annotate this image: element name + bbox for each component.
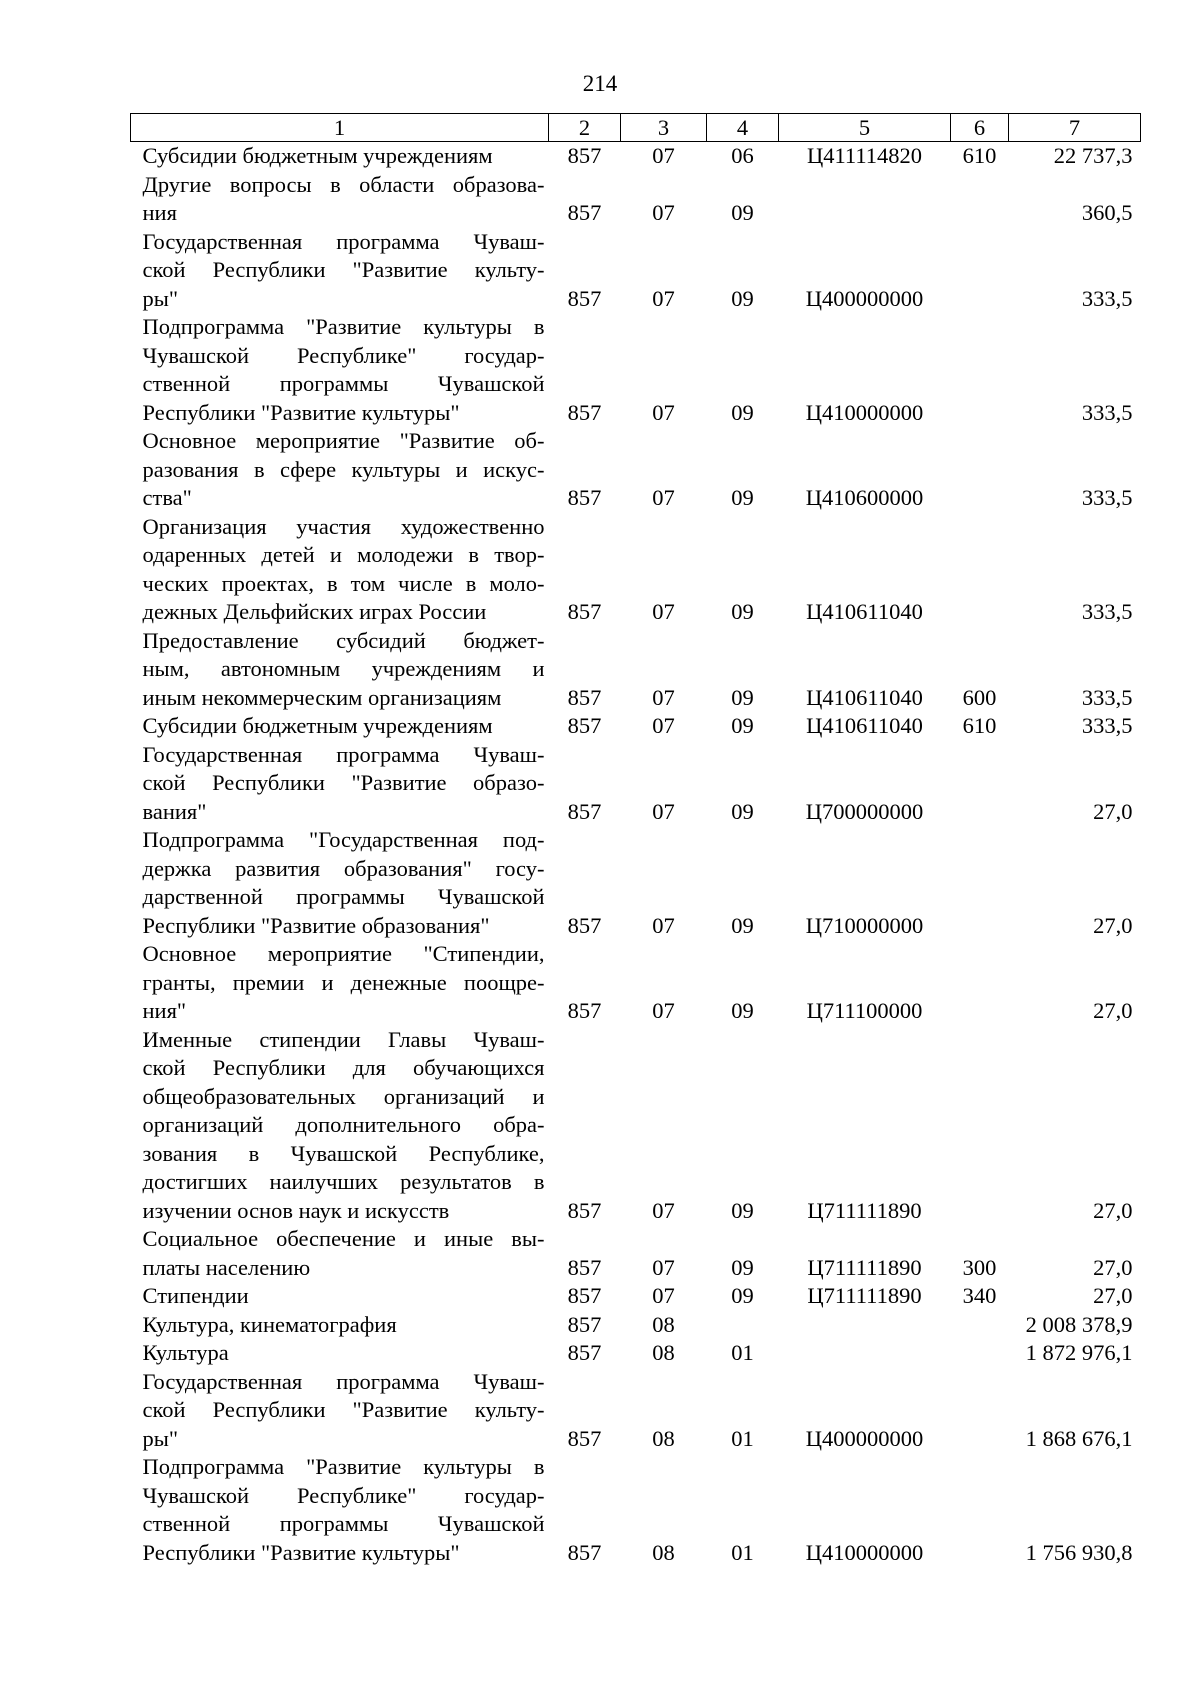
expense-type-code: 610 <box>962 713 997 738</box>
row-name-line: общеобразовательных организаций и <box>142 1083 545 1109</box>
expense-type-code <box>951 940 1009 1026</box>
table-row <box>131 826 1141 940</box>
row-name-line: Именные стипендии Главы Чуваш- <box>142 1026 545 1052</box>
row-name-line: Государственная программа Чуваш- <box>142 1368 545 1394</box>
expense-type-code: 300 <box>962 1254 997 1280</box>
ministry-code: 857 <box>567 1197 602 1223</box>
table-row <box>131 741 1141 827</box>
row-name <box>131 1368 549 1454</box>
section-code: 07 <box>652 798 675 824</box>
expense-type-code <box>951 313 1009 427</box>
row-name-line: вания" <box>142 798 207 824</box>
row-name-line: ства" <box>142 485 192 510</box>
row-name <box>131 228 549 314</box>
ministry-code: 857 <box>567 798 602 824</box>
expense-type-code: 340 <box>962 1283 997 1308</box>
ministry-code: 857 <box>567 1283 602 1308</box>
subsection-code <box>707 1311 779 1340</box>
table-row <box>131 1339 1141 1368</box>
row-name <box>131 627 549 713</box>
row-name-line: Основное мероприятие "Развитие об- <box>142 428 545 453</box>
amount: 360,5 <box>1081 200 1133 225</box>
target-article-code: Ц711100000 <box>806 998 923 1023</box>
row-name-line: достигших наилучших результатов в <box>142 1169 545 1194</box>
ministry-code: 857 <box>567 1254 602 1280</box>
amount: 333,5 <box>1081 399 1133 425</box>
expense-type-code <box>951 171 1009 228</box>
amount: 333,5 <box>1081 684 1133 710</box>
column-header-7: 7 <box>1009 114 1141 142</box>
row-name-line: Чувашской Республике" государ- <box>142 342 545 368</box>
section-code: 08 <box>652 1539 675 1565</box>
row-name-line: дежных Дельфийских играх России <box>142 599 487 624</box>
table-row <box>131 627 1141 713</box>
row-name <box>131 826 549 940</box>
row-name-line: ры" <box>142 285 179 311</box>
table-row <box>131 171 1141 228</box>
target-article-code <box>779 171 951 228</box>
row-name-line: Подпрограмма "Развитие культуры в <box>142 1454 545 1479</box>
target-article-code: Ц400000000 <box>805 285 924 311</box>
section-code: 07 <box>652 713 675 738</box>
row-name-line: держка развития образования" госу- <box>142 855 545 881</box>
table-row <box>131 712 1141 741</box>
row-name-line: разования в сфере культуры и искус- <box>142 456 545 482</box>
row-name-line: организаций дополнительного обра- <box>142 1112 545 1137</box>
amount: 27,0 <box>1093 998 1133 1023</box>
table-row <box>131 1026 1141 1226</box>
amount: 333,5 <box>1081 713 1133 738</box>
row-name <box>131 427 549 513</box>
row-name-line: ственной программы Чувашской <box>142 1511 545 1536</box>
section-code: 07 <box>652 399 675 425</box>
section-code: 07 <box>652 143 675 168</box>
row-name-line: Государственная программа Чуваш- <box>142 741 545 767</box>
subsection-code: 09 <box>731 485 754 510</box>
row-name <box>131 741 549 827</box>
subsection-code: 09 <box>731 912 754 938</box>
target-article-code: Ц700000000 <box>805 798 924 824</box>
amount: 1 868 676,1 <box>1025 1425 1133 1451</box>
amount: 1 756 930,8 <box>1025 1539 1133 1565</box>
table-row <box>131 513 1141 627</box>
row-name-line: Республики "Развитие образования" <box>142 912 490 938</box>
ministry-code: 857 <box>567 1340 602 1365</box>
target-article-code <box>779 1339 951 1368</box>
ministry-code: 857 <box>567 998 602 1023</box>
table-row <box>131 1282 1141 1311</box>
row-name-line: Государственная программа Чуваш- <box>142 228 545 254</box>
table-row <box>131 1311 1141 1340</box>
row-name-line: ческих проектах, в том числе в моло- <box>142 570 545 596</box>
ministry-code: 857 <box>567 1425 602 1451</box>
section-code: 08 <box>652 1311 675 1337</box>
ministry-code: 857 <box>567 285 602 311</box>
subsection-code: 09 <box>731 713 754 738</box>
amount: 2 008 378,9 <box>1025 1311 1133 1337</box>
table-row <box>131 1368 1141 1454</box>
expense-type-code <box>951 427 1009 513</box>
row-name <box>131 1453 549 1567</box>
ministry-code: 857 <box>567 599 602 624</box>
ministry-code: 857 <box>567 399 602 425</box>
row-name-line: Предоставление субсидий бюджет- <box>142 627 545 653</box>
row-name-line: иным некоммерческим организациям <box>142 684 502 710</box>
expense-type-code <box>951 1453 1009 1567</box>
column-header-5: 5 <box>779 114 951 142</box>
amount: 27,0 <box>1093 798 1133 824</box>
row-name-line: зования в Чувашской Республике, <box>142 1140 545 1166</box>
section-code: 08 <box>652 1340 675 1365</box>
target-article-code: Ц411114820 <box>807 143 922 168</box>
row-name <box>131 1225 549 1282</box>
table-row <box>131 1225 1141 1282</box>
subsection-code: 01 <box>731 1425 754 1451</box>
row-name-line: Стипендии <box>142 1283 249 1308</box>
table-row <box>131 142 1141 171</box>
row-name-line: Субсидии бюджетным учреждениям <box>142 713 493 738</box>
table-row <box>131 940 1141 1026</box>
expense-type-code <box>951 741 1009 827</box>
row-name-line: ным, автономным учреждениям и <box>142 656 545 681</box>
target-article-code: Ц711111890 <box>807 1254 922 1280</box>
row-name-line: Подпрограмма "Государственная под- <box>142 827 545 852</box>
amount: 22 737,3 <box>1053 143 1133 168</box>
target-article-code: Ц711111890 <box>807 1197 922 1223</box>
section-code: 07 <box>652 1283 675 1308</box>
column-header-1: 1 <box>131 114 549 142</box>
amount: 27,0 <box>1093 1254 1133 1280</box>
expense-type-code <box>951 228 1009 314</box>
section-code: 07 <box>652 285 675 311</box>
row-name-line: Культура, кинематография <box>142 1311 397 1337</box>
row-name-line: дарственной программы Чувашской <box>142 884 545 909</box>
row-name-line: Республики "Развитие культуры" <box>142 399 460 425</box>
column-header-4: 4 <box>707 114 779 142</box>
row-name <box>131 1339 549 1368</box>
ministry-code: 857 <box>567 1311 602 1337</box>
row-name <box>131 1026 549 1226</box>
target-article-code: Ц410611040 <box>806 713 923 738</box>
ministry-code: 857 <box>567 1539 602 1565</box>
subsection-code: 09 <box>731 285 754 311</box>
section-code: 07 <box>652 912 675 938</box>
target-article-code <box>779 1311 951 1340</box>
section-code: 07 <box>652 599 675 624</box>
expense-type-code: 610 <box>962 143 997 168</box>
row-name-line: ственной программы Чувашской <box>142 371 545 396</box>
row-name <box>131 1282 549 1311</box>
subsection-code: 01 <box>731 1340 754 1365</box>
row-name-line: гранты, премии и денежные поощре- <box>142 969 545 995</box>
row-name-line: ния <box>142 200 177 225</box>
table-row <box>131 313 1141 427</box>
subsection-code: 09 <box>731 684 754 710</box>
amount: 333,5 <box>1081 285 1133 311</box>
row-name-line: Социальное обеспечение и иные вы- <box>142 1226 545 1251</box>
row-name-line: ской Республики "Развитие образо- <box>142 770 545 795</box>
section-code: 07 <box>652 1254 675 1280</box>
target-article-code: Ц410611040 <box>806 599 923 624</box>
row-name-line: Республики "Развитие культуры" <box>142 1539 460 1565</box>
expense-type-code <box>951 1026 1009 1226</box>
target-article-code: Ц711111890 <box>807 1283 922 1308</box>
section-code: 07 <box>652 200 675 225</box>
subsection-code: 09 <box>731 1254 754 1280</box>
ministry-code: 857 <box>567 713 602 738</box>
amount: 27,0 <box>1093 1283 1133 1308</box>
row-name-line: одаренных детей и молодежи в твор- <box>142 542 545 567</box>
row-name-line: ры" <box>142 1425 179 1451</box>
section-code: 07 <box>652 998 675 1023</box>
subsection-code: 09 <box>731 1197 754 1223</box>
expense-type-code <box>951 1311 1009 1340</box>
target-article-code: Ц410000000 <box>805 399 924 425</box>
ministry-code: 857 <box>567 912 602 938</box>
header-row <box>131 114 1141 142</box>
row-name-line: Другие вопросы в области образова- <box>142 171 545 197</box>
row-name-line: Субсидии бюджетным учреждениям <box>142 143 493 168</box>
amount: 27,0 <box>1093 912 1133 938</box>
ministry-code: 857 <box>567 485 602 510</box>
ministry-code: 857 <box>567 200 602 225</box>
row-name <box>131 513 549 627</box>
target-article-code: Ц710000000 <box>805 912 924 938</box>
amount: 1 872 976,1 <box>1025 1340 1133 1365</box>
target-article-code: Ц410000000 <box>805 1539 924 1565</box>
subsection-code: 09 <box>731 1283 754 1308</box>
target-article-code: Ц400000000 <box>805 1425 924 1451</box>
expense-type-code <box>951 1368 1009 1454</box>
row-name <box>131 171 549 228</box>
subsection-code: 01 <box>731 1539 754 1565</box>
expense-type-code: 600 <box>962 684 997 710</box>
row-name-line: Основное мероприятие "Стипендии, <box>142 941 545 966</box>
row-name-line: платы населению <box>142 1254 311 1280</box>
row-name <box>131 940 549 1026</box>
column-header-6: 6 <box>951 114 1009 142</box>
column-header-2: 2 <box>549 114 621 142</box>
subsection-code: 09 <box>731 399 754 425</box>
subsection-code: 09 <box>731 599 754 624</box>
table-row <box>131 1453 1141 1567</box>
target-article-code: Ц410611040 <box>806 684 923 710</box>
row-name <box>131 712 549 741</box>
expense-type-code <box>951 826 1009 940</box>
row-name <box>131 1311 549 1340</box>
subsection-code: 06 <box>731 143 754 168</box>
section-code: 07 <box>652 485 675 510</box>
amount: 333,5 <box>1081 485 1133 510</box>
expense-type-code <box>951 1339 1009 1368</box>
row-name <box>131 142 549 171</box>
row-name-line: ской Республики "Развитие культу- <box>142 1397 545 1422</box>
row-name-line: ской Республики для обучающихся <box>142 1055 545 1080</box>
table-body <box>131 142 1141 1568</box>
ministry-code: 857 <box>567 143 602 168</box>
amount: 27,0 <box>1093 1197 1133 1223</box>
row-name-line: ской Республики "Развитие культу- <box>142 257 545 282</box>
row-name <box>131 313 549 427</box>
target-article-code: Ц410600000 <box>805 485 924 510</box>
row-name-line: изучении основ наук и искусств <box>142 1197 450 1223</box>
budget-table <box>130 113 1141 1567</box>
section-code: 08 <box>652 1425 675 1451</box>
page-number: 214 <box>582 71 618 96</box>
table-header <box>131 114 1141 142</box>
subsection-code: 09 <box>731 200 754 225</box>
column-header-3: 3 <box>621 114 707 142</box>
row-name-line: Чувашской Республике" государ- <box>142 1482 545 1508</box>
expense-type-code <box>951 513 1009 627</box>
row-name-line: Культура <box>142 1340 229 1365</box>
row-name-line: Организация участия художественно <box>142 513 545 539</box>
amount: 333,5 <box>1081 599 1133 624</box>
subsection-code: 09 <box>731 798 754 824</box>
row-name-line: Подпрограмма "Развитие культуры в <box>142 314 545 339</box>
table-row <box>131 427 1141 513</box>
section-code: 07 <box>652 1197 675 1223</box>
ministry-code: 857 <box>567 684 602 710</box>
section-code: 07 <box>652 684 675 710</box>
subsection-code: 09 <box>731 998 754 1023</box>
row-name-line: ния" <box>142 998 187 1023</box>
table-row <box>131 228 1141 314</box>
